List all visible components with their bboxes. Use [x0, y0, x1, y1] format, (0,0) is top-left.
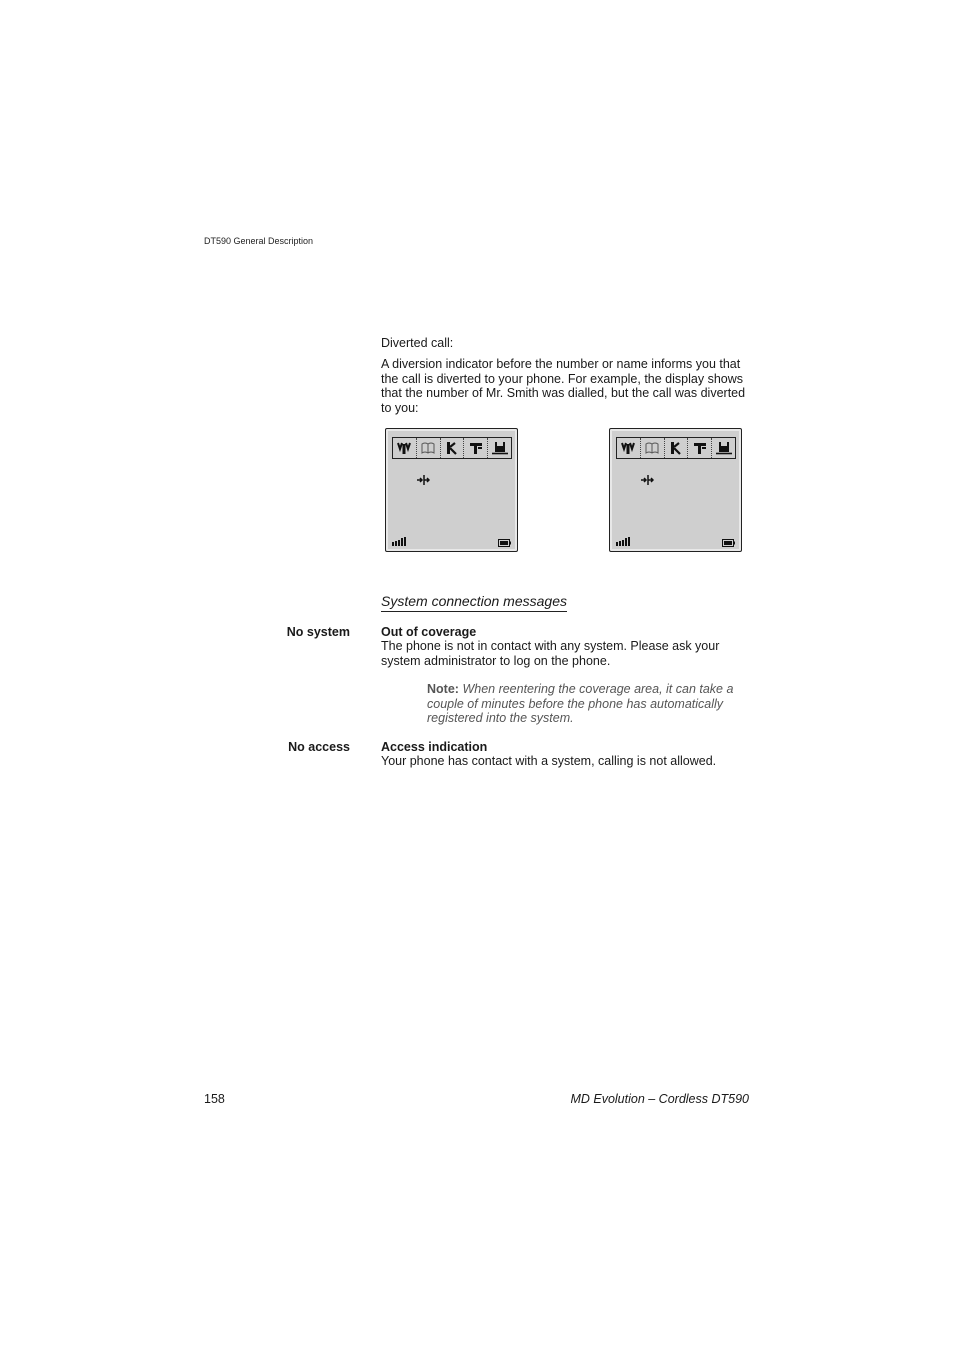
note-label: Note: — [427, 682, 459, 696]
page-number: 158 — [204, 1092, 225, 1106]
phonebook-icon — [641, 438, 665, 458]
antenna-icon — [393, 438, 417, 458]
signal-strength-icon — [616, 533, 630, 551]
note-block — [427, 682, 747, 726]
diversion-arrow-icon — [640, 473, 654, 491]
phone-display-2 — [609, 428, 742, 552]
entry-description-out-of-coverage: The phone is not in contact with any system. Please ask your system administrator to log on the phone. — [381, 639, 720, 668]
person-icon — [665, 438, 689, 458]
section-heading: System connection messages — [381, 593, 567, 612]
display-icon-bar — [392, 437, 512, 459]
signal-strength-icon — [392, 533, 406, 551]
battery-icon — [722, 534, 735, 552]
person-icon — [441, 438, 465, 458]
entry-label-no-access: No access — [288, 740, 350, 754]
tools-icon — [464, 438, 488, 458]
diverted-call-label: Diverted call: — [381, 336, 454, 350]
phone-display-1 — [385, 428, 518, 552]
display-icon-bar — [616, 437, 736, 459]
mailbox-icon — [488, 438, 511, 458]
entry-label-no-system: No system — [286, 625, 350, 639]
running-header: DT590 General Description — [204, 236, 314, 246]
diverted-call-paragraph: A diversion indicator before the number or name informs you that the call is diverted to your phone. For example, the display shows that the number of Mr. Smith was dialled, but the call was diverted to you: — [381, 357, 746, 415]
mailbox-icon — [712, 438, 735, 458]
entry-title-out-of-coverage: Out of coverage — [381, 625, 477, 639]
battery-icon — [498, 534, 511, 552]
document-title: MD Evolution – Cordless DT590 — [570, 1092, 749, 1106]
entry-title-access-indication: Access indication — [381, 740, 488, 754]
diversion-arrow-icon — [416, 473, 430, 491]
antenna-icon — [617, 438, 641, 458]
phonebook-icon — [417, 438, 441, 458]
entry-description-access-indication: Your phone has contact with a system, calling is not allowed. — [381, 754, 717, 768]
tools-icon — [688, 438, 712, 458]
note-text: When reentering the coverage area, it can take a couple of minutes before the phone has automatically registered into the system. — [427, 682, 734, 725]
